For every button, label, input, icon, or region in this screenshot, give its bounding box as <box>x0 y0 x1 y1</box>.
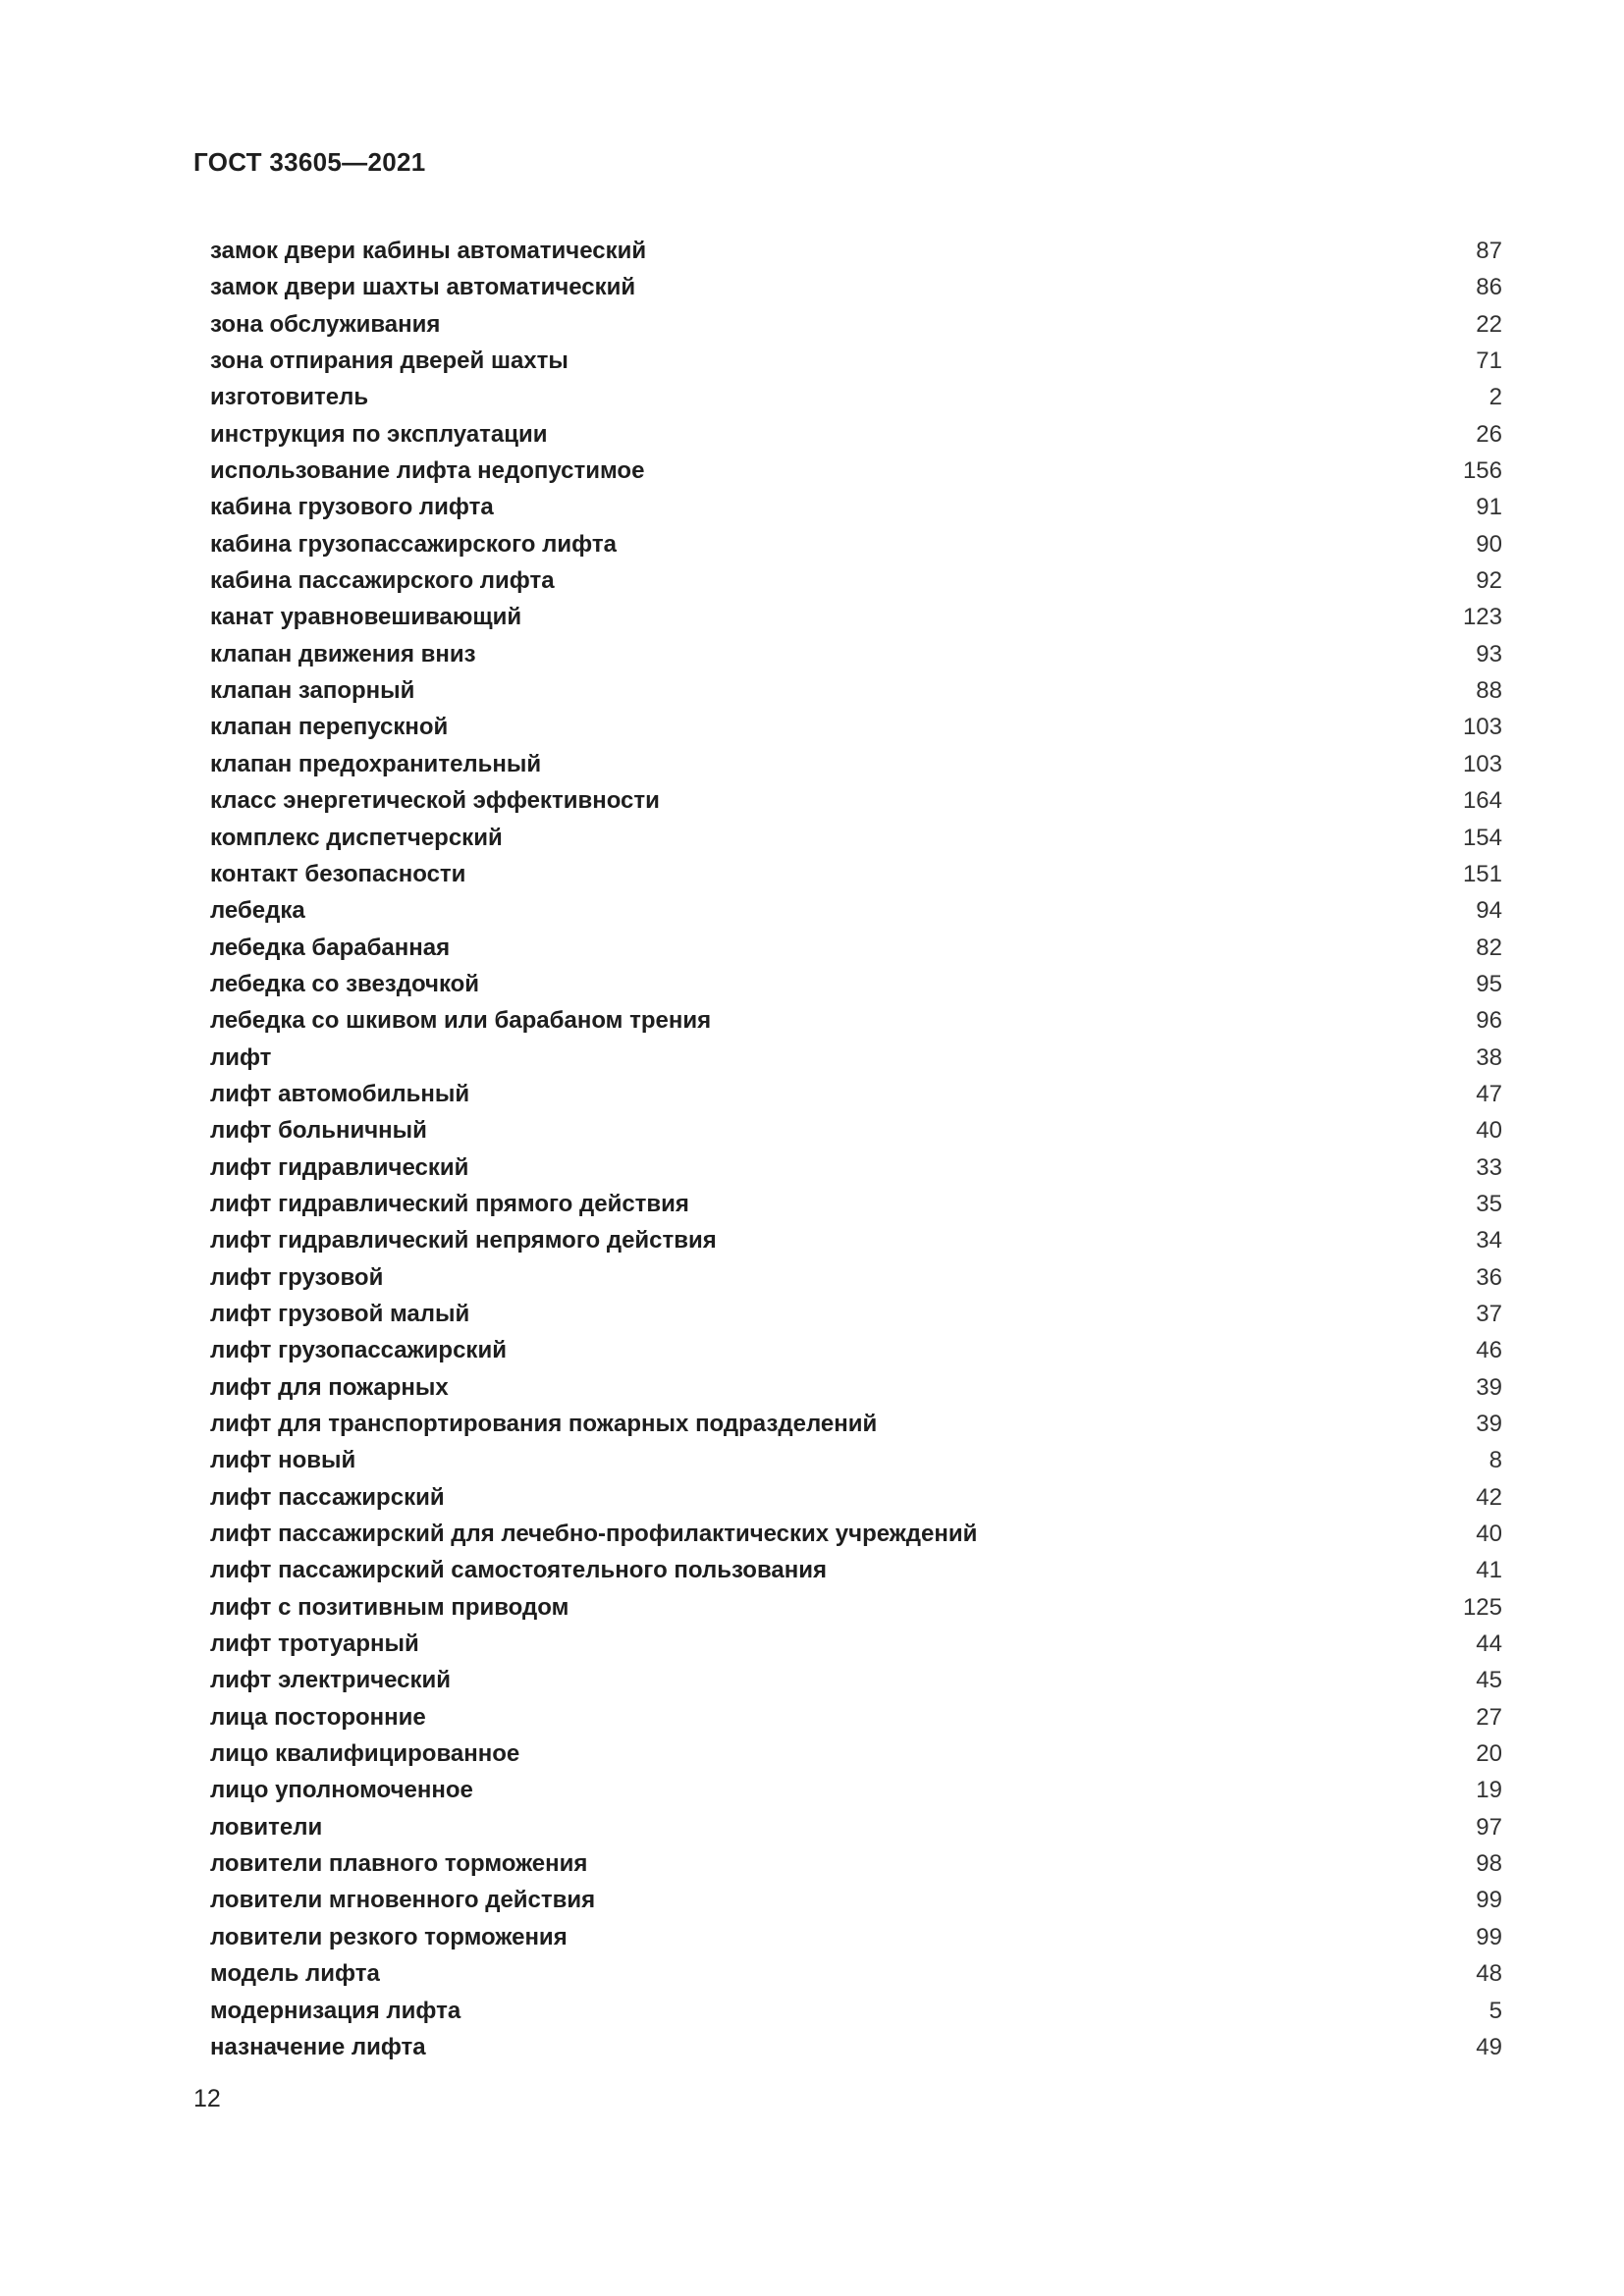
index-term: лифт электрический <box>210 1667 452 1694</box>
index-term: лифт гидравлический непрямого действия <box>210 1227 717 1255</box>
index-entry <box>210 1112 1502 1148</box>
index-entry <box>210 1772 1502 1808</box>
index-entry <box>210 489 1502 525</box>
index-term-number: 45 <box>1476 1667 1502 1694</box>
index-term: ловители резкого торможения <box>210 1923 568 1950</box>
index-term: лифт грузовой малый <box>210 1300 470 1327</box>
index-entry <box>210 1186 1502 1222</box>
index-entry <box>210 1040 1502 1076</box>
index-entry <box>210 562 1502 599</box>
index-term: кабина грузового лифта <box>210 494 494 521</box>
index-term: замок двери кабины автоматический <box>210 238 647 264</box>
index-term: ловители плавного торможения <box>210 1850 588 1878</box>
index-term-number: 22 <box>1476 310 1502 338</box>
index-term-number: 71 <box>1476 347 1502 375</box>
index-term: зона отпирания дверей шахты <box>210 347 568 375</box>
index-entry <box>210 1626 1502 1662</box>
index-term: модернизация лифта <box>210 1997 461 2024</box>
index-term-number: 86 <box>1476 274 1502 301</box>
index-term: комплекс диспетчерский <box>210 824 503 851</box>
index-term: ловители <box>210 1813 323 1841</box>
page-number: 12 <box>193 2085 221 2112</box>
index-term-number: 39 <box>1476 1373 1502 1401</box>
index-term-number: 19 <box>1476 1777 1502 1804</box>
index-entry <box>210 1955 1502 1992</box>
index-entry <box>210 892 1502 929</box>
index-term-number: 44 <box>1476 1630 1502 1658</box>
index-term-number: 156 <box>1462 457 1502 485</box>
index-entry <box>210 1076 1502 1112</box>
index-term-number: 36 <box>1476 1263 1502 1291</box>
index-term: клапан запорный <box>210 677 415 705</box>
index-entry <box>210 1369 1502 1406</box>
index-entry <box>210 1296 1502 1332</box>
index-entry <box>210 416 1502 453</box>
index-term: использование лифта недопустимое <box>210 457 645 485</box>
index-term: лебедка <box>210 897 305 925</box>
index-entry <box>210 856 1502 892</box>
index-term: клапан предохранительный <box>210 750 542 777</box>
index-term: лицо квалифицированное <box>210 1740 520 1768</box>
index-entry <box>210 746 1502 782</box>
index-entry <box>210 1332 1502 1368</box>
index-term-number: 8 <box>1489 1447 1502 1474</box>
index-term-number: 103 <box>1462 750 1502 777</box>
index-term-number: 35 <box>1476 1190 1502 1217</box>
index-entry <box>210 306 1502 343</box>
index-entry <box>210 1735 1502 1772</box>
term-index-list <box>210 233 1502 2065</box>
index-term: лифт пассажирский самостоятельного пользования <box>210 1557 828 1584</box>
index-entry <box>210 1516 1502 1552</box>
index-term: лифт для пожарных <box>210 1373 449 1401</box>
index-term: клапан перепускной <box>210 714 449 741</box>
index-term-number: 41 <box>1476 1557 1502 1584</box>
index-entry <box>210 269 1502 305</box>
index-entry <box>210 1919 1502 1955</box>
index-term: лифт тротуарный <box>210 1630 419 1658</box>
index-entry <box>210 1882 1502 1918</box>
index-term-number: 99 <box>1476 1923 1502 1950</box>
index-term: контакт безопасности <box>210 860 466 887</box>
index-term: лифт грузовой <box>210 1263 384 1291</box>
index-term-number: 87 <box>1476 238 1502 264</box>
index-term-number: 123 <box>1462 604 1502 631</box>
index-term-number: 40 <box>1476 1521 1502 1548</box>
index-entry <box>210 966 1502 1002</box>
index-term-number: 90 <box>1476 530 1502 558</box>
index-term-number: 92 <box>1476 567 1502 595</box>
index-term-number: 34 <box>1476 1227 1502 1255</box>
index-term: кабина грузопассажирского лифта <box>210 530 617 558</box>
index-entry <box>210 1149 1502 1186</box>
index-term-number: 98 <box>1476 1850 1502 1878</box>
index-term-number: 91 <box>1476 494 1502 521</box>
index-term: кабина пассажирского лифта <box>210 567 555 595</box>
index-term: лебедка со шкивом или барабаном трения <box>210 1007 712 1035</box>
index-term: класс энергетической эффективности <box>210 787 660 815</box>
index-term: лифт автомобильный <box>210 1080 470 1107</box>
index-entry <box>210 599 1502 635</box>
index-term: лифт гидравлический прямого действия <box>210 1190 689 1217</box>
index-term-number: 97 <box>1476 1813 1502 1841</box>
index-entry <box>210 526 1502 562</box>
index-entry <box>210 1002 1502 1039</box>
index-term-number: 26 <box>1476 420 1502 448</box>
index-term: лифт <box>210 1043 272 1071</box>
index-entry <box>210 1662 1502 1698</box>
index-term: замок двери шахты автоматический <box>210 274 636 301</box>
index-term-number: 93 <box>1476 640 1502 667</box>
index-term-number: 125 <box>1462 1593 1502 1621</box>
index-term: лифт грузопассажирский <box>210 1337 507 1364</box>
index-entry <box>210 1552 1502 1588</box>
index-entry <box>210 1699 1502 1735</box>
index-entry <box>210 782 1502 819</box>
index-term: лифт гидравлический <box>210 1153 469 1181</box>
index-entry <box>210 2029 1502 2065</box>
index-entry <box>210 233 1502 269</box>
index-term-number: 88 <box>1476 677 1502 705</box>
index-term-number: 164 <box>1462 787 1502 815</box>
index-term-number: 95 <box>1476 970 1502 997</box>
index-entry <box>210 1993 1502 2029</box>
index-term: лифт для транспортирования пожарных подразделений <box>210 1411 878 1437</box>
index-term-number: 103 <box>1462 714 1502 741</box>
index-term: лифт пассажирский для лечебно-профилактических учреждений <box>210 1521 978 1548</box>
index-entry <box>210 1845 1502 1882</box>
index-entry <box>210 379 1502 415</box>
index-term-number: 94 <box>1476 897 1502 925</box>
index-term: лебедка барабанная <box>210 934 451 961</box>
index-term-number: 2 <box>1489 384 1502 411</box>
index-term: лифт пассажирский <box>210 1483 445 1511</box>
index-term-number: 154 <box>1462 824 1502 851</box>
index-term: лицо уполномоченное <box>210 1777 473 1804</box>
index-term: лица посторонние <box>210 1703 426 1731</box>
index-term-number: 38 <box>1476 1043 1502 1071</box>
index-entry <box>210 1406 1502 1442</box>
index-term: назначение лифта <box>210 2033 426 2060</box>
index-term-number: 99 <box>1476 1887 1502 1914</box>
index-term-number: 48 <box>1476 1960 1502 1988</box>
index-entry <box>210 672 1502 709</box>
index-term-number: 47 <box>1476 1080 1502 1107</box>
index-entry <box>210 820 1502 856</box>
index-term-number: 27 <box>1476 1703 1502 1731</box>
index-term: лифт с позитивным приводом <box>210 1593 569 1621</box>
index-term: модель лифта <box>210 1960 380 1988</box>
index-term-number: 33 <box>1476 1153 1502 1181</box>
index-entry <box>210 343 1502 379</box>
index-term-number: 37 <box>1476 1300 1502 1327</box>
index-term-number: 5 <box>1489 1997 1502 2024</box>
index-term: зона обслуживания <box>210 310 441 338</box>
index-term-number: 82 <box>1476 934 1502 961</box>
index-entry <box>210 709 1502 745</box>
index-entry <box>210 1479 1502 1516</box>
index-term-number: 151 <box>1462 860 1502 887</box>
index-entry <box>210 1259 1502 1296</box>
index-term: лифт новый <box>210 1447 356 1474</box>
index-term: изготовитель <box>210 384 369 411</box>
document-header: ГОСТ 33605—2021 <box>193 147 426 177</box>
index-term: лифт больничный <box>210 1117 427 1145</box>
index-entry <box>210 1589 1502 1626</box>
index-term-number: 46 <box>1476 1337 1502 1364</box>
index-term-number: 42 <box>1476 1483 1502 1511</box>
index-term: лебедка со звездочкой <box>210 970 480 997</box>
index-entry <box>210 1442 1502 1478</box>
index-term: инструкция по эксплуатации <box>210 420 548 448</box>
index-entry <box>210 930 1502 966</box>
index-term-number: 40 <box>1476 1117 1502 1145</box>
index-entry <box>210 453 1502 489</box>
index-entry <box>210 1222 1502 1258</box>
index-term-number: 39 <box>1476 1411 1502 1437</box>
index-term: канат уравновешивающий <box>210 604 522 631</box>
index-term: ловители мгновенного действия <box>210 1887 596 1914</box>
index-entry <box>210 636 1502 672</box>
index-term: клапан движения вниз <box>210 640 476 667</box>
index-term-number: 20 <box>1476 1740 1502 1768</box>
index-term-number: 49 <box>1476 2033 1502 2060</box>
index-entry <box>210 1809 1502 1845</box>
index-term-number: 96 <box>1476 1007 1502 1035</box>
